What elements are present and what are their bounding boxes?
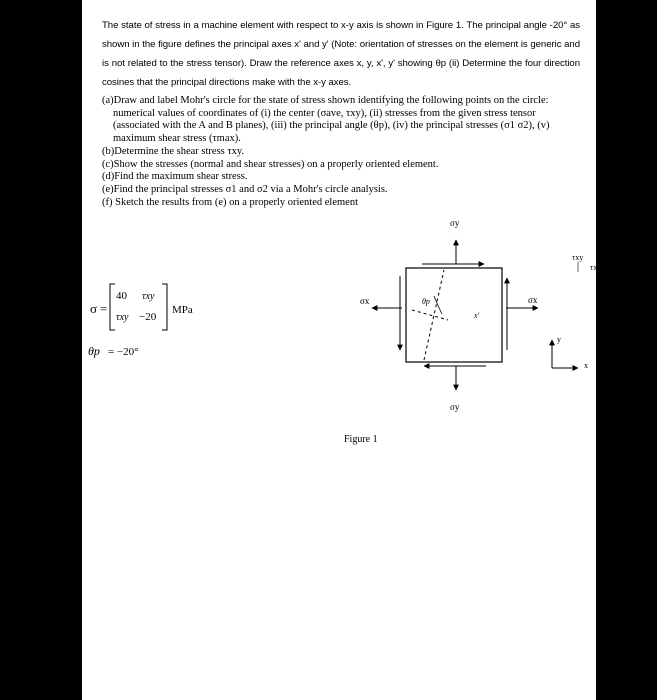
y-axis-label: y: [557, 335, 561, 344]
sigma-y-bottom-label: σy: [450, 402, 460, 412]
sigma-x-left-label: σx: [360, 296, 370, 306]
part-d: (d)Find the maximum shear stress.: [102, 171, 248, 183]
tensor-sigma: σ: [90, 301, 98, 316]
x-prime-label: x': [474, 311, 480, 320]
tau-xy-label-2: τxy: [590, 263, 602, 272]
part-b: (b)Determine the shear stress τxy.: [102, 145, 245, 157]
problem-statement: The state of stress in a machine element with respect to x-y axis is shown in Figure 1. The principal angle -20° as shown in the figure defines the principal axes x' and y' (Note: orientation of stresses on the element is generic and is not related to the stress tensor). Draw the reference axes x, y, x', y' showing θp (ii) Determine the four direction cosines that the principal directions make with the x-y axes.: [102, 19, 580, 88]
left-bracket: [110, 284, 115, 330]
document-page: [82, 0, 602, 700]
tensor-a22: −20: [139, 311, 157, 323]
part-e: (e)Find the principal stresses σ1 and σ2 via a Mohr's circle analysis.: [102, 183, 388, 195]
principal-axis-x-prime: [412, 310, 448, 320]
tensor-equals: =: [100, 301, 108, 316]
tensor-a11: 40: [116, 290, 127, 302]
stress-element: [406, 268, 502, 362]
tensor-a21: τxy: [116, 312, 129, 323]
tensor-unit: MPa: [172, 304, 193, 316]
x-axis-label: x: [584, 361, 588, 370]
problem-parts: [102, 95, 580, 209]
part-c: (c)Show the stresses (normal and shear stresses) on a properly oriented element.: [102, 158, 439, 170]
stress-element-figure: [352, 210, 602, 420]
tensor-a12: τxy: [142, 291, 155, 302]
figure-caption: Figure 1: [344, 434, 378, 445]
principal-axis-y-prime: [424, 270, 444, 360]
sigma-y-top-label: σy: [450, 218, 460, 228]
stress-tensor: [82, 280, 232, 360]
sigma-x-right-label: σx: [528, 295, 538, 305]
tau-xy-label-1: τxy: [572, 253, 584, 262]
theta-p-label: θp: [88, 344, 100, 358]
right-bracket: [162, 284, 167, 330]
part-a: (a)Draw and label Mohr's circle for the state of stress shown identifying the following points on the circle: numerical values of coordinates of (i) the center (σave, τxy), (ii) stresses from the given stress tensor (associated with the A and B planes), (iii) the principal angle (θp), (iv) the principal stresses (σ1 σ2), (v) maximum shear stress (τmax).: [102, 95, 550, 145]
theta-p-value: = −20°: [108, 346, 139, 358]
part-f: (f) Sketch the results from (e) on a properly oriented element: [102, 196, 358, 208]
theta-p-fig-label: θp: [422, 297, 430, 306]
